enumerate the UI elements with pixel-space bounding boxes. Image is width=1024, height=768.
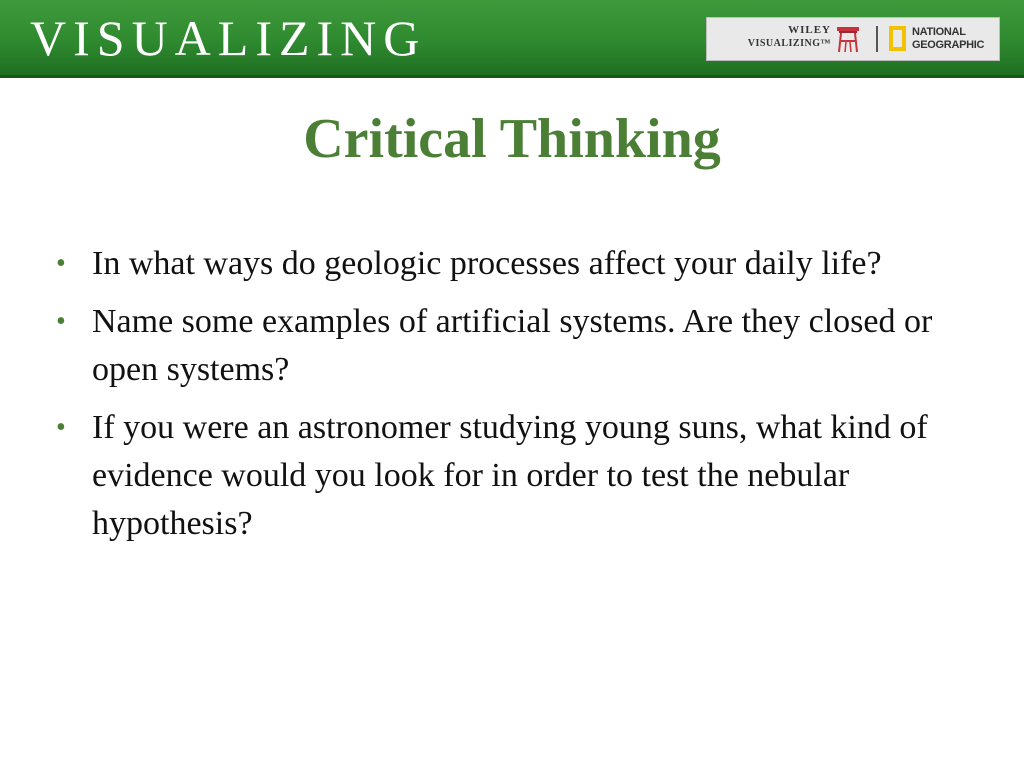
publisher-logo bbox=[706, 17, 1000, 61]
national-label: NATIONAL bbox=[912, 26, 966, 38]
bullet-list bbox=[52, 240, 972, 558]
national-geographic-frame-icon bbox=[889, 26, 906, 51]
slide-title: Critical Thinking bbox=[303, 108, 721, 170]
bullet-item bbox=[52, 298, 972, 394]
national-geographic-text bbox=[912, 26, 984, 52]
geographic-label: GEOGRAPHIC bbox=[912, 39, 985, 51]
school-desk-icon bbox=[833, 23, 863, 55]
banner-title: VISUALIZING bbox=[30, 10, 427, 66]
wiley-label: WILEY bbox=[788, 24, 831, 36]
bullet-text: If you were an astronomer studying young suns, what kind of evidence would you look for in order to test the nebular hypothesis? bbox=[92, 409, 928, 542]
bullet-item bbox=[52, 404, 972, 548]
bullet-text: Name some examples of artificial systems. Are they closed or open systems? bbox=[92, 303, 933, 388]
bullet-icon: • bbox=[56, 412, 66, 443]
wiley-logo-text bbox=[719, 24, 831, 50]
bullet-text: In what ways do geologic processes affect your daily life? bbox=[92, 245, 882, 282]
bullet-icon: • bbox=[56, 306, 66, 337]
bullet-icon: • bbox=[56, 248, 66, 279]
bullet-item bbox=[52, 240, 972, 288]
header-banner bbox=[0, 0, 1024, 78]
visualizing-label: VISUALIZING™ bbox=[747, 38, 831, 49]
logo-divider bbox=[876, 26, 878, 52]
